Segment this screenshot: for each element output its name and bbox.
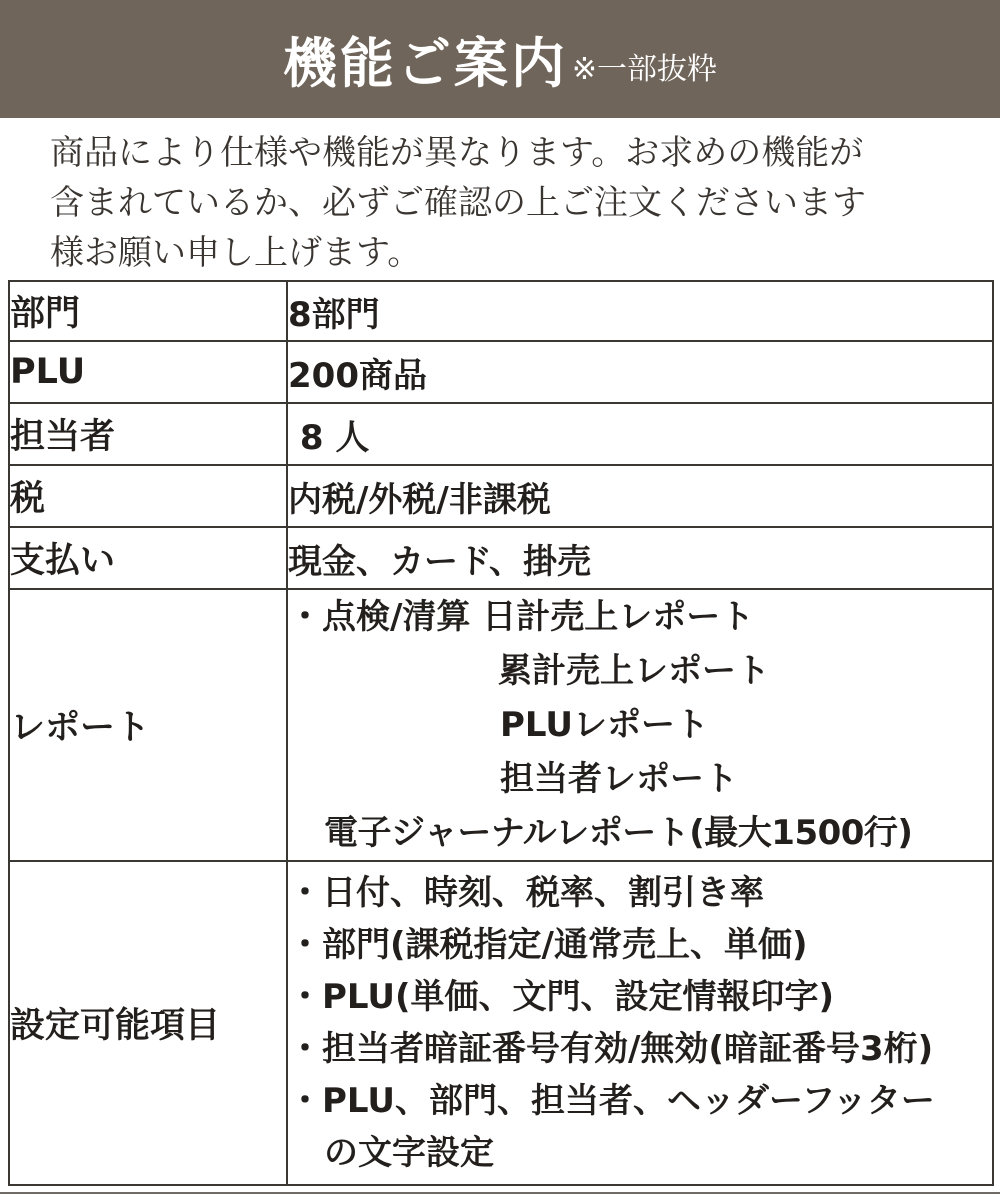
table-row — [9, 341, 993, 403]
row-label: 部門 — [9, 281, 287, 341]
spec-table — [8, 280, 994, 1186]
page-title: 機能ご案内 — [282, 31, 568, 95]
table-row — [9, 527, 993, 589]
row-label: PLU — [9, 341, 287, 403]
page-subtitle: ※一部抜粋 — [571, 52, 718, 87]
report-item: 電子ジャーナルレポート(最大1500行) — [324, 813, 913, 853]
row-value: 8 人 — [287, 403, 993, 465]
table-row — [9, 281, 993, 341]
bottom-divider — [0, 1192, 1000, 1194]
settings-list — [287, 861, 993, 1185]
settings-item: ・PLU、部門、担当者、ヘッダーフッター — [288, 1081, 935, 1121]
row-label: 設定可能項目 — [9, 861, 287, 1185]
row-label: 担当者 — [9, 403, 287, 465]
row-value: 現金、カード、掛売 — [287, 527, 993, 589]
settings-item: の文字設定 — [324, 1133, 494, 1173]
table-row — [9, 861, 993, 1185]
report-item: 担当者レポート — [500, 759, 738, 799]
intro-line: 様お願い申し上げます。 — [50, 233, 422, 273]
report-item: ・点検/清算 日計売上レポート — [288, 597, 755, 637]
table-row — [9, 465, 993, 527]
row-value: 8部門 — [287, 281, 993, 341]
intro-line: 商品により仕様や機能が異なります。お求めの機能が — [50, 133, 864, 173]
report-item: 累計売上レポート — [498, 651, 770, 691]
table-row — [9, 589, 993, 861]
header-banner — [0, 0, 1000, 118]
row-value: 200商品 — [287, 341, 993, 403]
row-label: 税 — [9, 465, 287, 527]
report-list — [287, 589, 993, 861]
row-value: 内税/外税/非課税 — [287, 465, 993, 527]
intro-line: 含まれているか、必ずご確認の上ご注文くださいます — [50, 183, 866, 223]
report-item: PLUレポート — [500, 705, 709, 745]
row-label: 支払い — [9, 527, 287, 589]
settings-item: ・PLU(単価、文門、設定情報印字) — [288, 977, 835, 1017]
row-label: レポート — [9, 589, 287, 861]
settings-item: ・担当者暗証番号有効/無効(暗証番号3桁) — [288, 1029, 934, 1069]
settings-item: ・日付、時刻、税率、割引き率 — [288, 873, 764, 913]
settings-item: ・部門(課税指定/通常売上、単価) — [288, 925, 808, 965]
table-row — [9, 403, 993, 465]
intro-text — [50, 128, 980, 278]
